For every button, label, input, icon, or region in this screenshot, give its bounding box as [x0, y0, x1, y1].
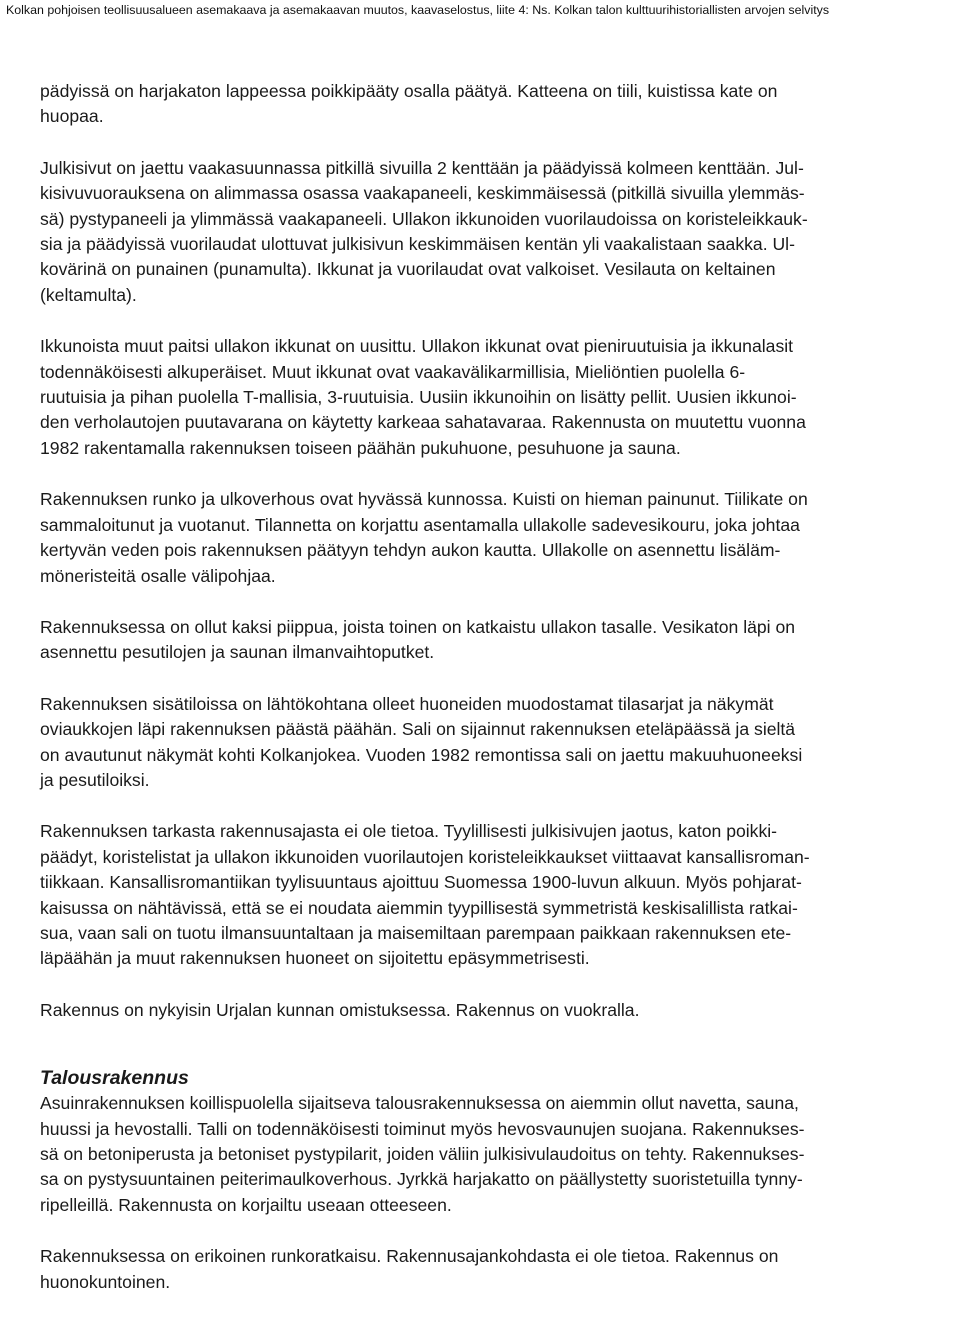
paragraph-construction-date: Rakennuksen tarkasta rakennusajasta ei ole tietoa. Tyylillisesti julkisivujen jaotus, katon poikki- päädyt, koristelistat ja ullakon ikkunoiden vuorilautojen koristeleikkaukset viittaavat kansallisroman- tiikkaan. Kansallisromantiikan tyylisuuntaus ajoittuu Suomessa 1900-luvun alkuun. Myös pohjarat- kaisussa on nähtävissä, että se ei noudata aiemmin tyypillisestä symmetristä keskisalillista ratkai- sua, vaan sali on tuotu ilmansuuntaltaan ja maisemiltaan parempaan paikkaan rakennuksen ete- läpäähän ja muut rakennuksen huoneet on sijoitettu epäsymmetrisesti. [40, 821, 810, 969]
paragraph-outbuilding-condition: Rakennuksessa on erikoinen runkoratkaisu. Rakennusajankohdasta ei ole tietoa. Rakennus on huonokuntoinen. [40, 1246, 779, 1292]
paragraph-chimneys: Rakennuksessa on ollut kaksi piippua, joista toinen on katkaistu ullakon tasalle. Vesikaton läpi on asennettu pesutilojen ja saunan ilmanvaihtoputket. [40, 616, 796, 663]
paragraph-interior: Rakennuksen sisätiloissa on lähtökohtana olleet huoneiden muodostamat tilasarjat ja näkymät oviaukkojen läpi rakennuksen päästä päähän. Sali on sijainnut rakennuksen eteläpäässä ja sieltä on avautunut näkymät kohti Kolkanjokea. Vuoden 1982 remontissa sali on jaettu makuuhuoneeksi ja pesutiloiksi. [40, 693, 803, 790]
section-title-talousrakennus: Talousrakennus [40, 1067, 189, 1090]
document-body [40, 79, 920, 1295]
paragraph-roof: pädyissä on harjakaton lappeessa poikkipääty osalla päätyä. Katteena on tiili, kuistissa kate on huopaa. [40, 81, 778, 127]
paragraph-facades: Julkisivut on jaettu vaakasuunnassa pitkillä sivuilla 2 kenttään ja päädyissä kolmeen kenttään. Jul- kisivuvuorauksena on alimmassa osassa vaakapaneeli, keskimmäisessä (pitkillä sivuilla ylemmäs- sä) pystypaneeli ja ylimmässä vaakapaneeli. Ullakon ikkunoiden vuorilaudoissa on koristeleikkauk- sia ja päädyissä vuorilaudat ulottuvat julkisivun keskimmäisen kentän yli vaakalistaan saakka. Ul- kovärinä on punainen (punamulta). Ikkunat ja vuorilaudat ovat valkoiset. Vesilauta on keltainen (keltamulta). [40, 157, 808, 305]
running-header: Kolkan pohjoisen teollisuusalueen asemakaava ja asemakaavan muutos, kaavaselostus, liite 4: Ns. Kolkan talon kulttuurihistoriallisten arvojen selvitys [6, 3, 830, 17]
paragraph-outbuilding-description: Asuinrakennuksen koillispuolella sijaitseva talousrakennuksessa on aiemmin ollut navetta, sauna, huussi ja hevostalli. Talli on todennäköisesti toiminut myös hevosvaunujen suojana. Rakennukses- sä on betoniperusta ja betoniset pystypilarit, joiden väliin julkisivulaudoitus on tehty. Rakennukses- sa on pystysuuntainen peiterimaulkoverhous. Jyrkkä harjakatto on päällystetty suoristetuilla tynny- ripelleillä. Rakennusta on korjailtu useaan otteeseen. [40, 1093, 805, 1215]
paragraph-condition: Rakennuksen runko ja ulkoverhous ovat hyvässä kunnossa. Kuisti on hieman painunut. Tiilikate on sammaloitunut ja vuotanut. Tilannetta on korjattu asentamalla ullakolle sadevesikouru, joka johtaa kertyvän veden pois rakennuksen päätyyn tehdyn aukon kautta. Ullakolle on asennettu lisäläm- möneristeitä osalle välipohjaa. [40, 489, 808, 586]
paragraph-ownership: Rakennus on nykyisin Urjalan kunnan omistuksessa. Rakennus on vuokralla. [40, 999, 640, 1020]
paragraph-windows: Ikkunoista muut paitsi ullakon ikkunat on uusittu. Ullakon ikkunat ovat pieniruutuisia ja ikkunalasit todennäköisesti alkuperäiset. Muut ikkunat ovat vaakavälikarmillisia, Mieliöntien puolella 6- ruutuisia ja pihan puolella T-mallisia, 3-ruutuisia. Uusiin ikkunoihin on lisätty pellit. Uusien ikkunoi- den verholautojen puutavarana on käytetty karkeaa sahatavaraa. Rakennusta on muutettu vuonna 1982 rakentamalla rakennuksen toiseen päähän pukuhuone, pesuhuone ja sauna. [40, 336, 806, 458]
